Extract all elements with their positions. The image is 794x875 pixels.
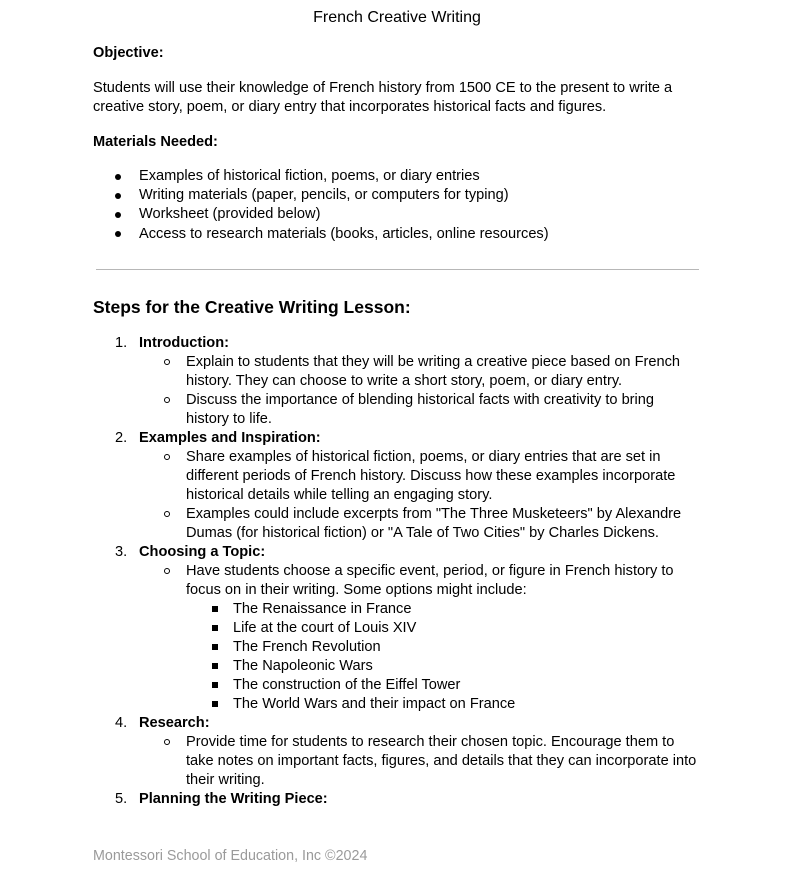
list-item [93,167,713,186]
list-item [186,657,700,676]
step-label: Examples and Inspiration: [139,430,321,446]
circle-bullet-icon [164,739,170,745]
list-item [139,505,700,543]
option-text: The Napoleonic Wars [233,658,373,674]
list-item [139,562,700,714]
option-text: The Renaissance in France [233,601,412,617]
square-bullet-icon [212,644,218,650]
material-text: Writing materials (paper, pencils, or computers for typing) [139,187,509,204]
bullet-icon [115,193,121,199]
list-item [186,600,700,619]
circle-bullet-icon [164,397,170,403]
material-text: Access to research materials (books, articles, online resources) [139,225,549,242]
option-text: The World Wars and their impact on France [233,696,516,712]
step-number: 2. [115,430,128,446]
square-bullet-icon [212,682,218,688]
list-item [93,205,713,224]
list-item [186,676,700,695]
objective-text: Students will use their knowledge of French history from 1500 CE to the present to write a creative story, poem, or diary entry that incorporates historical facts and figures. [93,80,673,115]
step-label: Planning the Writing Piece: [139,791,328,807]
step-item [93,429,713,543]
list-item [93,225,713,244]
step-number: 5. [115,791,128,807]
list-item [139,391,700,429]
topic-options-list [186,600,700,714]
circle-bullet-icon [164,454,170,460]
option-text: Life at the court of Louis XIV [233,620,417,636]
bullet-icon [115,212,121,218]
sub-text: Examples could include excerpts from "The Three Musketeers" by Alexandre Dumas (for historical fiction) or "A Tale of Two Cities" by Charles Dickens. [186,506,682,541]
step-label: Research: [139,715,210,731]
step-sublist [139,733,713,790]
step-sublist [139,448,713,543]
step-label: Choosing a Topic: [139,544,266,560]
sub-text: Have students choose a specific event, period, or figure in French history to focus on in their writing. Some options might include: [186,563,674,598]
step-item [93,790,713,809]
step-number: 3. [115,544,128,560]
list-item [139,448,700,505]
square-bullet-icon [212,625,218,631]
option-text: The French Revolution [233,639,381,655]
sub-text: Provide time for students to research their chosen topic. Encourage them to take notes on important facts, figures, and details that they can incorporate into their writing. [186,734,697,788]
list-item [186,638,700,657]
square-bullet-icon [212,663,218,669]
materials-list [93,167,713,244]
steps-list [93,334,713,809]
step-item [93,334,713,429]
materials-heading: Materials Needed: [93,134,218,150]
horizontal-divider [96,269,699,270]
sub-text: Share examples of historical fiction, poems, or diary entries that are set in different periods of French history. Discuss how these examples incorporate historical details while telling an engaging story. [186,449,676,503]
step-number: 4. [115,715,128,731]
sub-text: Explain to students that they will be writing a creative piece based on French history. They can choose to write a short story, poem, or diary entry. [186,354,681,389]
circle-bullet-icon [164,359,170,365]
step-item [93,543,713,714]
square-bullet-icon [212,606,218,612]
circle-bullet-icon [164,568,170,574]
step-label: Introduction: [139,335,229,351]
circle-bullet-icon [164,511,170,517]
objective-heading: Objective: [93,45,164,61]
step-sublist [139,562,713,714]
step-number: 1. [115,335,128,351]
material-text: Examples of historical fiction, poems, or diary entries [139,168,480,184]
list-item [93,186,713,205]
square-bullet-icon [212,701,218,707]
step-item [93,714,713,790]
list-item [139,733,700,790]
document-title: French Creative Writing [313,9,481,26]
list-item [139,353,700,391]
option-text: The construction of the Eiffel Tower [233,677,461,693]
material-text: Worksheet (provided below) [139,206,321,223]
list-item [186,619,700,638]
step-sublist [139,353,713,429]
list-item [186,695,700,714]
bullet-icon [115,174,121,180]
footer-copyright: Montessori School of Education, Inc ©2024 [93,848,368,864]
steps-heading: Steps for the Creative Writing Lesson: [93,297,411,317]
bullet-icon [115,231,121,237]
sub-text: Discuss the importance of blending historical facts with creativity to bring history to life. [186,392,655,427]
